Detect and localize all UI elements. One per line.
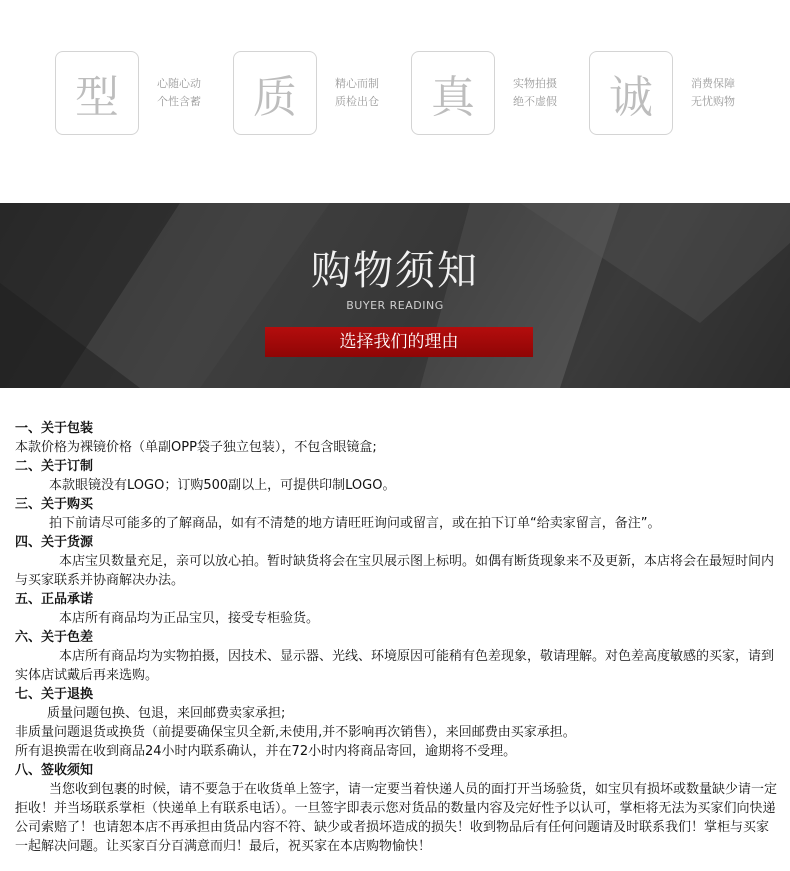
feature-line: 无忧购物	[691, 95, 735, 108]
section-body: 本款眼镜没有LOGO；订购500副以上，可提供印制LOGO。	[49, 478, 396, 493]
section-heading: 八、签收须知	[15, 763, 94, 778]
section-body: 所有退换需在收到商品24小时内联系确认，并在72小时内将商品寄回，逾期将不受理。	[15, 744, 517, 759]
section-heading: 三、关于购买	[15, 497, 94, 512]
feature-quality	[233, 51, 379, 135]
feature-honest-icon: 诚	[589, 51, 673, 135]
section-heading: 六、关于色差	[15, 630, 94, 645]
section-body: 拍下前请尽可能多的了解商品，如有不清楚的地方请旺旺询问或留言，或在拍下订单“给卖家留言，备注”。	[49, 516, 661, 531]
feature-style	[55, 51, 201, 135]
feature-real	[411, 51, 557, 135]
feature-honest	[589, 51, 735, 135]
feature-style-icon: 型	[55, 51, 139, 135]
reason-button: 选择我们的理由	[265, 327, 533, 357]
features-section	[0, 0, 790, 203]
section-heading: 七、关于退换	[15, 687, 94, 702]
feature-quality-icon: 质	[233, 51, 317, 135]
section-body: 本店宝贝数量充足，亲可以放心拍。暂时缺货将会在宝贝展示图上标明。如偶有断货现象来不及更新，本店将会在最短时间内与买家联系并协商解决办法。	[15, 554, 775, 588]
notice-content	[15, 419, 777, 856]
section-body: 本店所有商品均为正品宝贝，接受专柜验货。	[59, 611, 320, 626]
section-heading: 四、关于货源	[15, 535, 94, 550]
buyer-reading-banner	[0, 203, 790, 388]
section-body: 本款价格为裸镜价格（单副OPP袋子独立包装），不包含眼镜盒;	[15, 440, 377, 455]
feature-real-text	[513, 75, 557, 111]
feature-style-text	[157, 75, 201, 111]
feature-quality-text	[335, 75, 379, 111]
section-body: 非质量问题退货或换货（前提要确保宝贝全新,未使用,并不影响再次销售），来回邮费由买家承担。	[15, 725, 576, 740]
feature-line: 消费保障	[691, 77, 735, 90]
feature-line: 绝不虚假	[513, 95, 557, 108]
feature-line: 个性含蓄	[157, 95, 201, 108]
section-body: 质量问题包换、包退，来回邮费卖家承担;	[47, 706, 286, 721]
feature-honest-text	[691, 75, 735, 111]
feature-real-icon: 真	[411, 51, 495, 135]
section-heading: 五、正品承诺	[15, 592, 94, 607]
feature-line: 实物拍摄	[513, 77, 557, 90]
feature-line: 精心而制	[335, 77, 379, 90]
section-body: 当您收到包裹的时候，请不要急于在收货单上签字，请一定要当着快递人员的面打开当场验货，如宝贝有损坏或数量缺少请一定拒收！并当场联系掌柜（快递单上有联系电话）。一旦签字即表示您对货品的数量内容及完好性予以认可，掌柜将无法为买家们向快递公司索赔了！也请恕本店不再承担由货品内容不符、缺少或者损坏造成的损失！收到物品后有任何问题请及时联系我们！掌柜与买家一起解决问题。让买家百分百满意而归！最后，祝买家在本店购物愉快！	[15, 782, 778, 854]
banner-subtitle: BUYER READING	[346, 299, 444, 312]
banner-title: 购物须知	[311, 248, 479, 294]
feature-line: 质检出仓	[335, 95, 379, 108]
feature-line: 心随心动	[157, 77, 201, 90]
section-body: 本店所有商品均为实物拍摄，因技术、显示器、光线、环境原因可能稍有色差现象，敬请理解。对色差高度敏感的买家，请到实体店试戴后再来选购。	[15, 649, 775, 683]
section-heading: 一、关于包装	[15, 421, 94, 436]
section-heading: 二、关于订制	[15, 459, 94, 474]
